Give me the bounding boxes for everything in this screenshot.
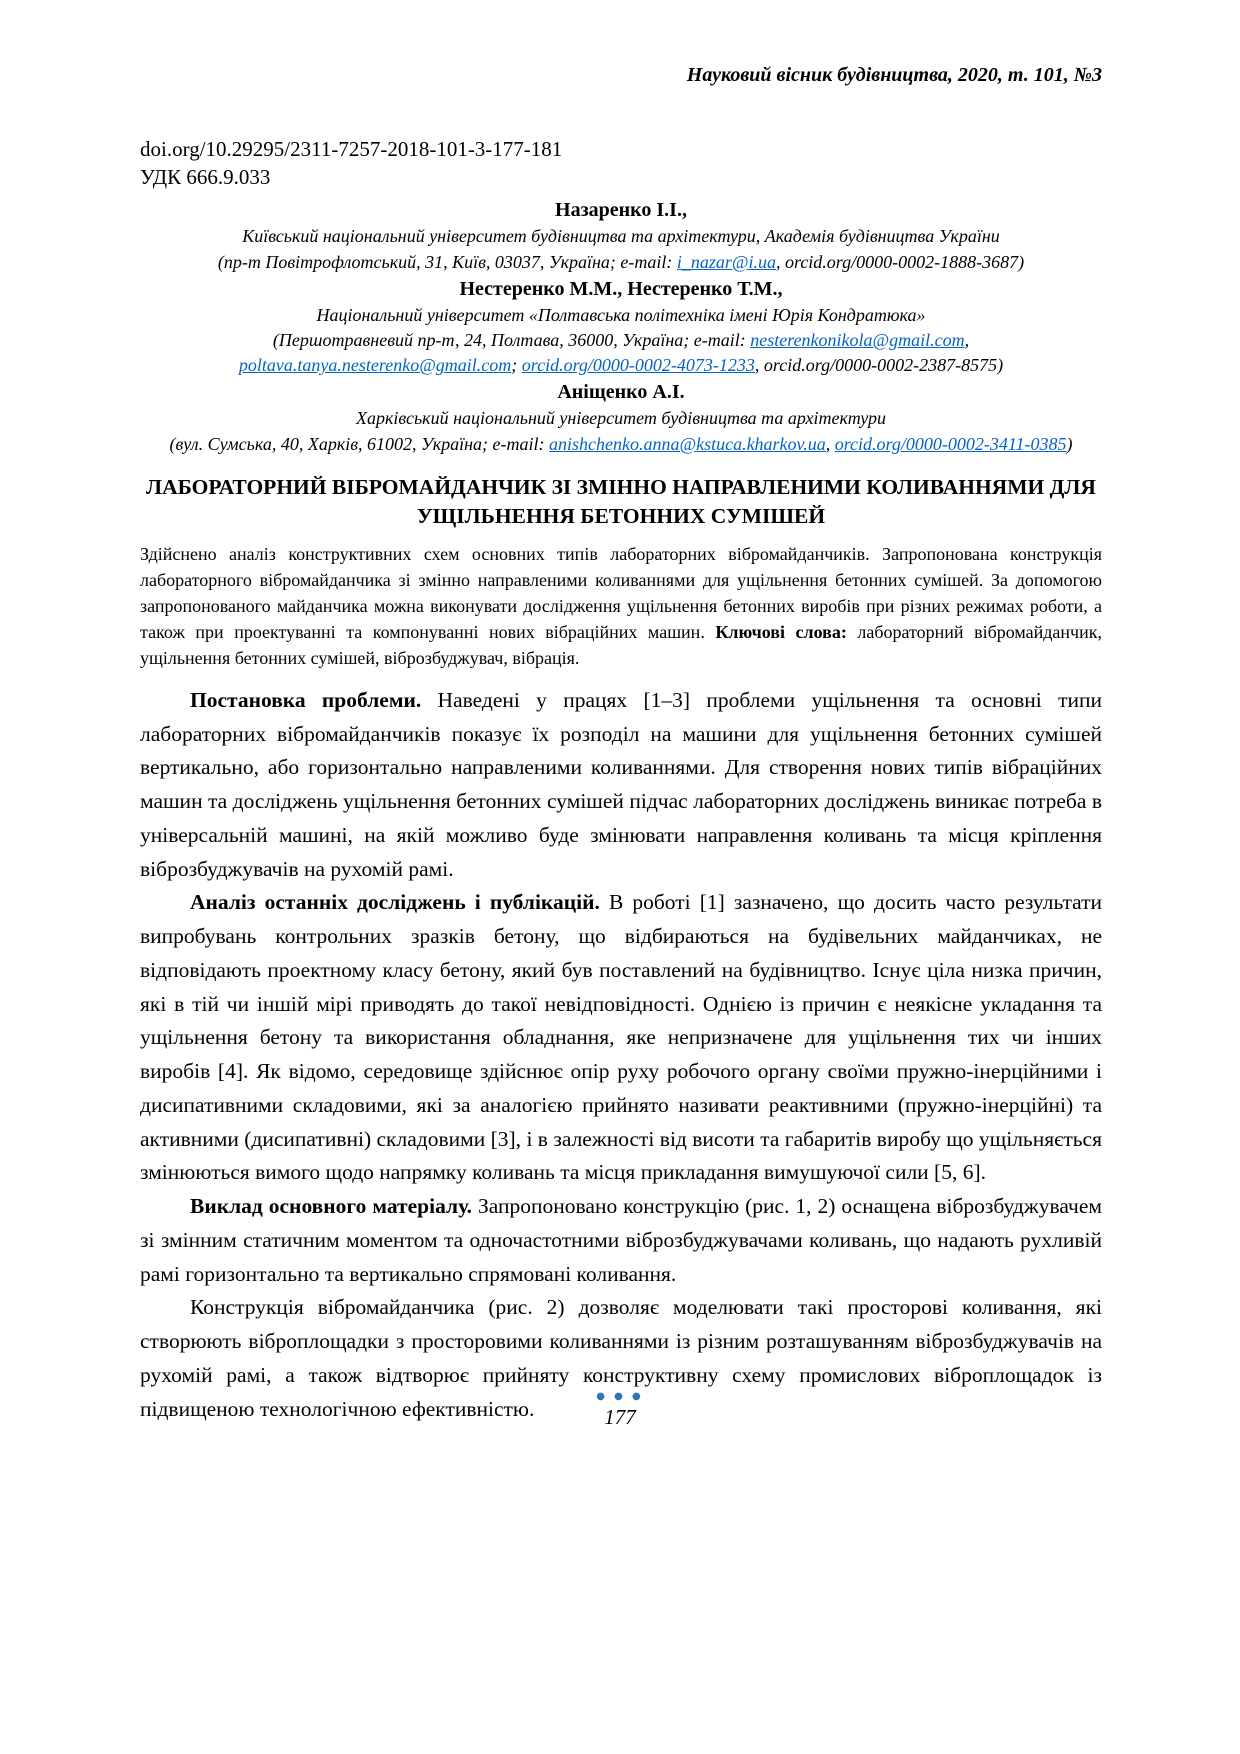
meta-block	[140, 136, 1102, 191]
address-text: ,	[964, 330, 970, 350]
page-title: ЛАБОРАТОРНИЙ ВІБРОМАЙДАНЧИК ЗІ ЗМІННО НАПРАВЛЕНИМИ КОЛИВАННЯМИ ДЛЯ УЩІЛЬНЕННЯ БЕТОННИХ СУМІШЕЙ	[146, 474, 1096, 528]
keywords-label: Ключові слова:	[715, 622, 847, 643]
address-text: , orcid.org/0000-0002-2387-8575)	[754, 355, 1004, 376]
address-text: )	[1066, 433, 1073, 454]
author-address-2	[140, 328, 1102, 378]
address-text: ;	[511, 355, 522, 376]
author-affiliation-3: Харківський національний університет будівництва та архітектури	[356, 408, 886, 429]
author-affiliation-2: Національний університет «Полтавська політехніка імені Юрія Кондратюка»	[316, 304, 926, 325]
orcid-link[interactable]: orcid.org/0000-0002-4073-1233	[521, 355, 755, 376]
paragraph-text: Наведені у працях [1–3] проблеми ущільнення та основні типи лабораторних вібромайданчиків показує їх розподіл на машини для ущільнення бетонних сумішей вертикально, або горизонтально направленими коливаннями. Для створення нових типів вібраційних машин та досліджень ущільнення бетонних сумішей підчас лабораторних досліджень виникає потреба в універсальній машині, на якій можливо буде змінювати направлення коливань та місця кріплення віброзбуджувачів на рухомій рамі.	[140, 687, 1102, 881]
author-name-2: Нестеренко М.М., Нестеренко Т.М.,	[459, 277, 783, 300]
email-link[interactable]: poltava.tanya.nesterenko@gmail.com	[238, 355, 512, 376]
paragraph-lead: Аналіз останніх досліджень і публікацій.	[190, 890, 600, 915]
journal-header: Науковий вісник будівництва, 2020, т. 101, №3	[686, 64, 1102, 86]
page-footer	[0, 1392, 1240, 1430]
abstract	[140, 542, 1102, 672]
doi-line: doi.org/10.29295/2311-7257-2018-101-3-177-181	[140, 137, 563, 161]
email-link[interactable]: anishchenko.anna@kstuca.kharkov.ua	[549, 433, 826, 454]
footer-dots-icon: ● ● ●	[596, 1391, 644, 1402]
paragraph-lead: Постановка проблеми.	[190, 687, 422, 712]
paragraph-text: В роботі [1] зазначено, що досить часто результати випробувань контрольних зразків бетону, що відбираються на будівельних майданчиках, не відповідають проектному класу бетону, який був поставлений на будівництво. Існує ціла низка причин, які в тій чи іншій мірі приводять до такої невідповідності. Однією із причин є неякісне укладання та ущільнення бетону та використання обладнання, яке непризначене для ущільнення тих чи інших виробів [4]. Як відомо, середовище здійснює опір руху робочого органу своїми пружно-інерційними і дисипативними складовими, які за аналогією прийнято називати реактивними (пружно-інерційні) та активними (дисипативні) складовими [3], і в залежності від висоти та габаритів виробу що ущільняється змінюються вимого щодо напрямку коливань та місця прикладання вимушуючої сили [5, 6].	[140, 890, 1102, 1185]
authors-block	[140, 196, 1102, 456]
author-address-3	[140, 432, 1102, 457]
keywords-text: лабораторний вібромайданчик, ущільнення бетонних сумішей, віброзбуджувач, вібрація.	[140, 622, 1102, 668]
address-text: (пр-т Повітрофлотський, 31, Київ, 03037, Україна; e-mail:	[217, 251, 677, 272]
body-paragraph	[140, 1190, 1102, 1291]
orcid-link[interactable]: orcid.org/0000-0002-3411-0385	[834, 433, 1067, 454]
author-address-1	[140, 250, 1102, 275]
address-text: ,	[825, 433, 835, 454]
address-text: , orcid.org/0000-0002-1888-3687)	[775, 251, 1025, 272]
body-paragraph	[140, 886, 1102, 1190]
email-link[interactable]: i_nazar@i.ua	[676, 251, 776, 272]
paragraph-lead: Виклад основного матеріалу.	[190, 1194, 473, 1219]
udc-line: УДК 666.9.033	[140, 164, 271, 189]
abstract-text: Здійснено аналіз конструктивних схем основних типів лабораторних вібромайданчиків. Запропонована конструкція лабораторного вібромайданчика зі змінно направленими коливаннями для ущільнення бетонних сумішей. За допомогою запропонованого майданчика можна виконувати дослідження ущільнення бетонних виробів при різних режимах роботи, а також при проектуванні та компонуванні нових вібраційних машин.	[140, 544, 1102, 643]
body-paragraph	[140, 684, 1102, 887]
author-affiliation-1: Київський національний університет будівництва та архітектури, Академія будівництва України	[242, 226, 1000, 247]
author-name-1: Назаренко І.І.,	[555, 199, 687, 222]
address-text: (Першотравневий пр-т, 24, Полтава, 36000, Україна; e-mail:	[272, 330, 751, 350]
email-link[interactable]: nesterenkonikola@gmail.com	[750, 330, 965, 350]
author-name-3: Аніщенко А.І.	[557, 381, 685, 404]
article-body	[140, 684, 1102, 1427]
paragraph-text: Запропоновано конструкцію (рис. 1, 2) оснащена віброзбуджувачем зі змінним статичним моментом та одночастотними віброзбуджувачами коливань, що надають рухливій рамі горизонтально та вертикально спрямовані коливання.	[140, 1194, 1102, 1286]
paragraph-text: Конструкція вібромайданчика (рис. 2) дозволяє моделювати такі просторові коливання, які створюють віброплощадки з просторовими коливаннями із різним розташуванням віброзбуджувачів на рухомій рамі, а також відтворює прийняту конструктивну схему промислових віброплощадок із підвищеною технологічною ефективністю.	[140, 1295, 1102, 1421]
page-number: 177	[604, 1405, 636, 1429]
address-text: (вул. Сумська, 40, Харків, 61002, Україна; e-mail:	[169, 433, 550, 454]
